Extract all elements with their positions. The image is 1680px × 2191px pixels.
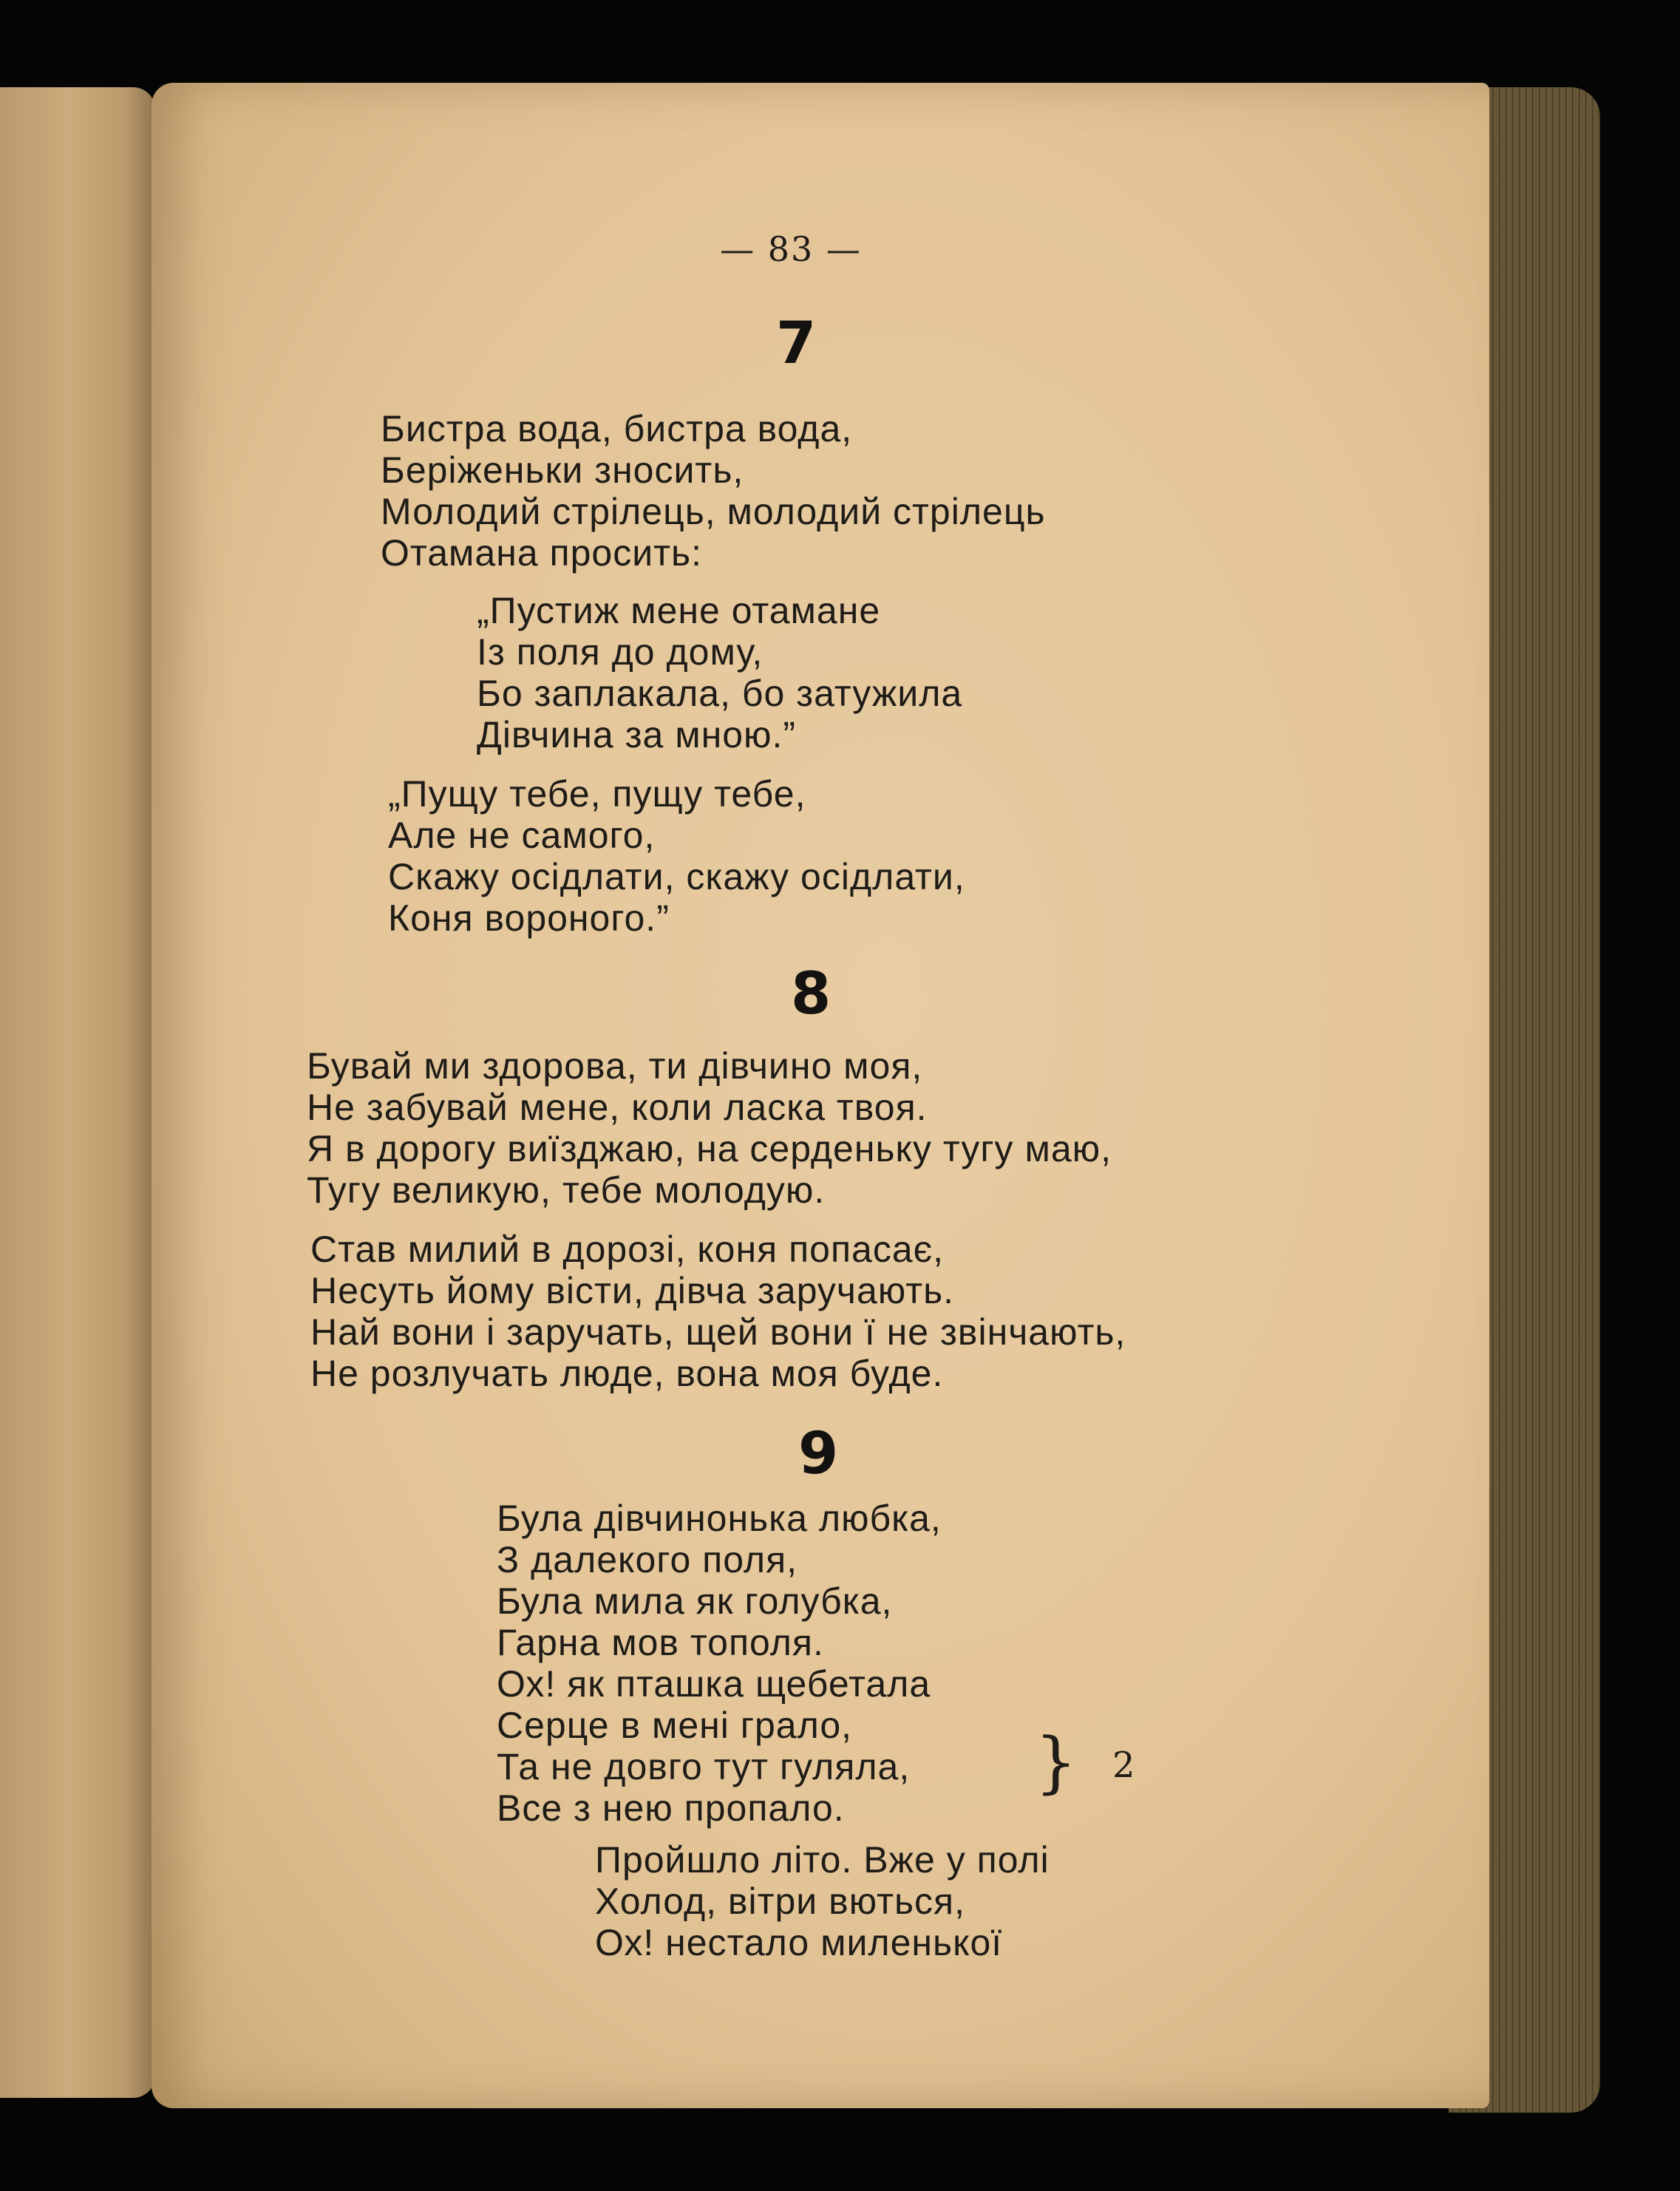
verse-line: Не забувай мене, коли ласка твоя. (307, 1087, 928, 1128)
previous-page-edge (0, 87, 155, 2098)
song-8-stanza-2 (310, 1229, 1126, 1394)
verse-line: Ох! як пташка щебетала (497, 1663, 931, 1705)
verse-line: Став милий в дорозі, коня попасає, (310, 1229, 945, 1270)
verse-line: Та не довго тут гуляла, (497, 1746, 911, 1787)
song-number-9: 9 (798, 1421, 839, 1487)
verse-line: З далекого поля, (497, 1539, 798, 1580)
verse-line: Все з нею пропало. (497, 1787, 845, 1829)
verse-line: Була мила як голубка, (497, 1580, 893, 1622)
page-number: — 83 — (720, 229, 862, 269)
repeat-brace-icon: } (1035, 1724, 1078, 1801)
verse-line: Дівчина за мною.” (477, 714, 797, 755)
verse-line: Але не самого, (388, 815, 656, 856)
verse-line: Холод, вітри вються, (595, 1881, 965, 1922)
verse-line: Пройшло літо. Вже у полі (595, 1839, 1050, 1881)
song-9-stanza-2 (595, 1839, 1050, 1963)
verse-line: Ох! нестало миленької (595, 1922, 1003, 1963)
song-7-stanza-3 (388, 773, 965, 939)
song-number-7: 7 (776, 310, 817, 377)
verse-line: Най вони і заручать, щей вони ї не звінчають, (310, 1311, 1126, 1353)
verse-line: Скажу осідлати, скажу осідлати, (388, 856, 965, 897)
verse-line: Несуть йому вісти, дівча заручають. (310, 1270, 955, 1311)
verse-line: Беріженьки зносить, (381, 449, 744, 491)
verse-line: Бувай ми здорова, ти дівчино моя, (307, 1045, 923, 1087)
verse-line: Тугу великую, тебе молодую. (307, 1169, 826, 1211)
song-8-stanza-1 (307, 1045, 1112, 1211)
song-number-8: 8 (791, 961, 832, 1027)
song-9-stanza-1 (497, 1498, 942, 1829)
verse-line: Із поля до дому, (477, 631, 764, 673)
song-7-stanza-2 (477, 590, 962, 755)
verse-line: Я в дорогу виїзджаю, на серденьку тугу маю, (307, 1128, 1112, 1169)
repeat-count: 2 (1112, 1745, 1135, 1786)
verse-line: Бистра вода, бистра вода, (381, 408, 853, 449)
verse-line: Не розлучать люде, вона моя буде. (310, 1353, 944, 1394)
verse-line: „Пущу тебе, пущу тебе, (388, 773, 806, 815)
verse-line: Гарна мов тополя. (497, 1622, 824, 1663)
song-7-stanza-1 (381, 408, 1046, 574)
verse-line: Серце в мені грало, (497, 1705, 853, 1746)
verse-line: Була дівчинонька любка, (497, 1498, 942, 1539)
verse-line: Молодий стрілець, молодий стрілець (381, 491, 1046, 532)
verse-line: Отамана просить: (381, 532, 702, 574)
verse-line: Коня вороного.” (388, 897, 670, 939)
verse-line: Бо заплакала, бо затужила (477, 673, 963, 714)
verse-line: „Пустиж мене отамане (477, 590, 881, 631)
